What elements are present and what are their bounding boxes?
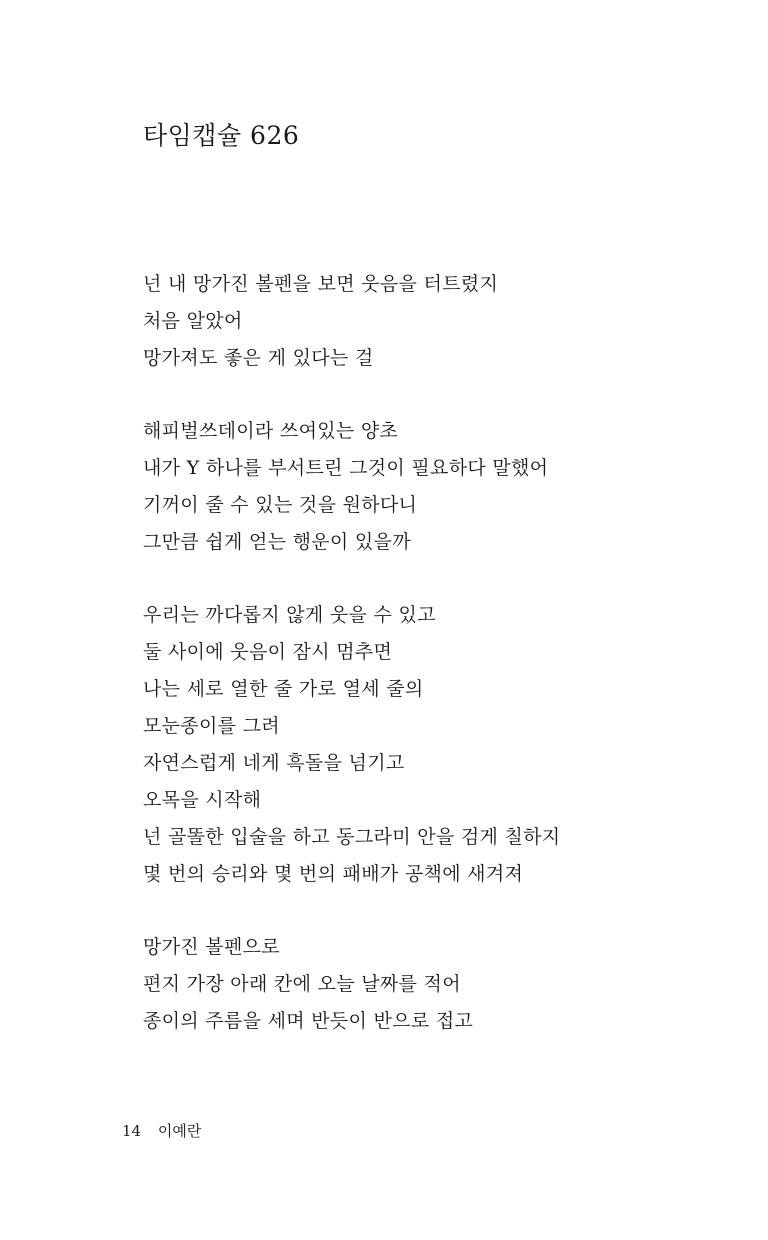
poem-line: 자연스럽게 네게 흑돌을 넘기고: [143, 752, 405, 774]
page-footer: [122, 1120, 201, 1141]
poem-title: 타임캡슐 626: [143, 121, 300, 150]
poem-line: 내가 Y 하나를 부서트린 그것이 필요하다 말했어: [143, 457, 549, 479]
stanza-1: [143, 266, 743, 377]
poem-line: 망가진 볼펜으로: [143, 936, 280, 958]
poem-line: 처음 알았어: [143, 310, 243, 332]
poem-line: 넌 골똘한 입술을 하고 동그라미 안을 검게 칠하지: [143, 826, 561, 848]
poem-line: 우리는 까다롭지 않게 웃을 수 있고: [143, 604, 436, 626]
stanza-3: [143, 597, 743, 893]
poem-line: 그만큼 쉽게 얻는 행운이 있을까: [143, 531, 411, 553]
stanza-2: [143, 413, 743, 561]
poem-line: 해피벌쓰데이라 쓰여있는 양초: [143, 420, 399, 442]
page-number: 14: [122, 1122, 142, 1140]
poem-line: 기꺼이 줄 수 있는 것을 원하다니: [143, 494, 418, 516]
author-name: 이예란: [157, 1122, 202, 1140]
poem-body: [143, 266, 743, 1076]
poem-line: 넌 내 망가진 볼펜을 보면 웃음을 터트렸지: [143, 273, 499, 295]
poem-line: 망가져도 좋은 게 있다는 걸: [143, 347, 374, 369]
poem-line: 편지 가장 아래 칸에 오늘 날짜를 적어: [143, 973, 461, 995]
poem-line: 모눈종이를 그려: [143, 715, 280, 737]
poem-line: 종이의 주름을 세며 반듯이 반으로 접고: [143, 1010, 474, 1032]
stanza-4: [143, 929, 743, 1040]
poem-line: 나는 세로 열한 줄 가로 열세 줄의: [143, 678, 424, 700]
poem-line: 둘 사이에 웃음이 잠시 멈추면: [143, 641, 393, 663]
poem-line: 몇 번의 승리와 몇 번의 패배가 공책에 새겨져: [143, 863, 524, 885]
poem-line: 오목을 시작해: [143, 789, 262, 811]
